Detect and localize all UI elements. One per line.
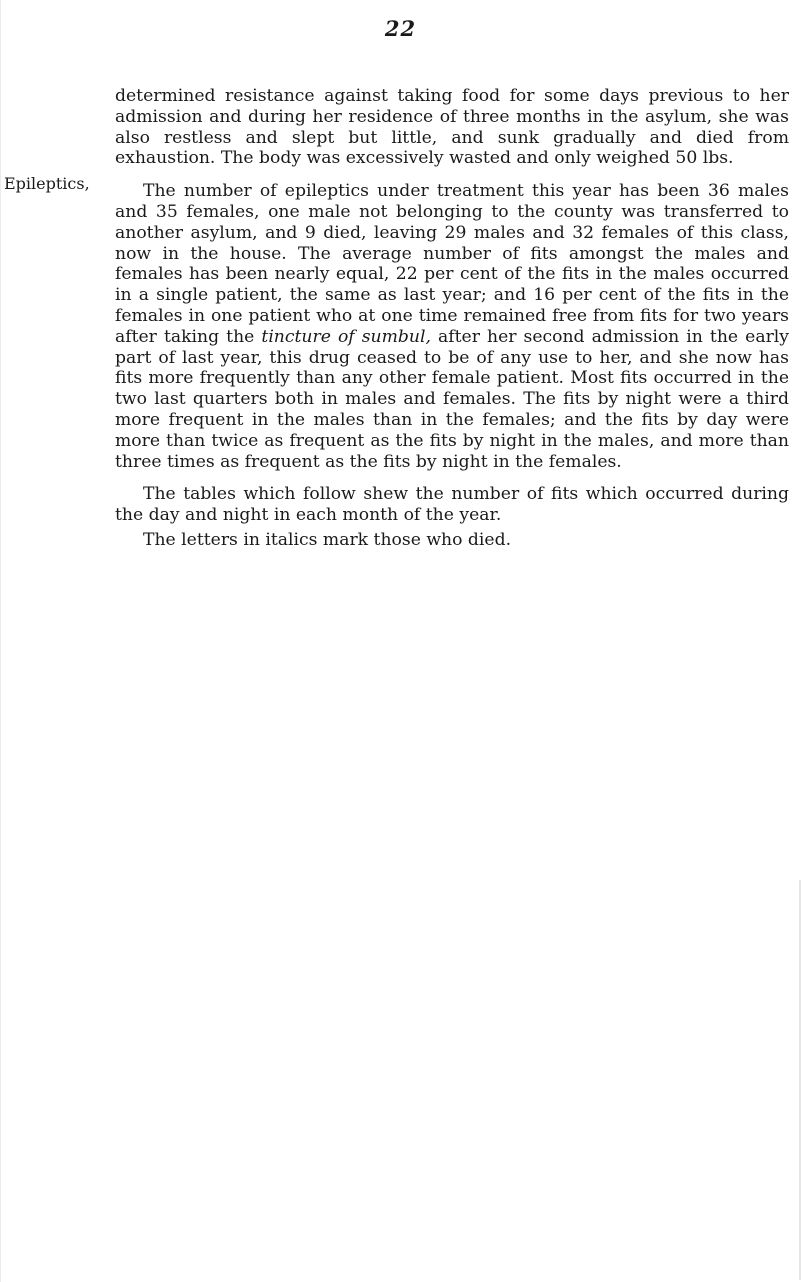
paragraph-epileptics-part-a: The number of epileptics under treatment this year has been 36 males and 35 females, one male not belonging to the county was transferred to another asylum, and 9 died, leaving 29 males and 32 females of this class, now in the house. The average number of fits amongst the males and females has been nearly equal, 22 per cent of the fits in the males occurred in a single patient, the same as last year; and 16 per cent of the fits in the females in one patient who at one time remained free from fits for two years after taking the (115, 181, 789, 347)
italic-drug-name: tincture of sumbul, (261, 326, 431, 347)
margin-note: Epileptics, (4, 174, 90, 193)
paragraph-epileptics-part-b: after her second admission in the early part of last year, this drug ceased to be of any use to her, and she now has fits more frequently than any other female patient. Most fits occurred in the two last quarters both in males and females. The fits by night were a third more frequent in the males than in the females; and the fits by day were more than twice as frequent as the fits by night in the males, and more than three times as frequent as the fits by night in the females. (115, 326, 789, 472)
page-number: 22 (384, 16, 417, 41)
paragraph-continuation: determined resistance against taking food for some days previous to her admission and during her residence of three months in the asylum, she was also restless and slept but little, and sunk gradually and died from exhaustion. The body was excessively wasted and only weighed 50 lbs. (115, 86, 789, 169)
page-left-edge (0, 0, 1, 1282)
body-text (115, 86, 789, 551)
paragraph-tables: The tables which follow shew the number of fits which occurred during the day and night in each month of the year. (115, 484, 789, 526)
paragraph-epileptics (115, 181, 789, 472)
paragraph-italics-note: The letters in italics mark those who died. (143, 529, 512, 550)
